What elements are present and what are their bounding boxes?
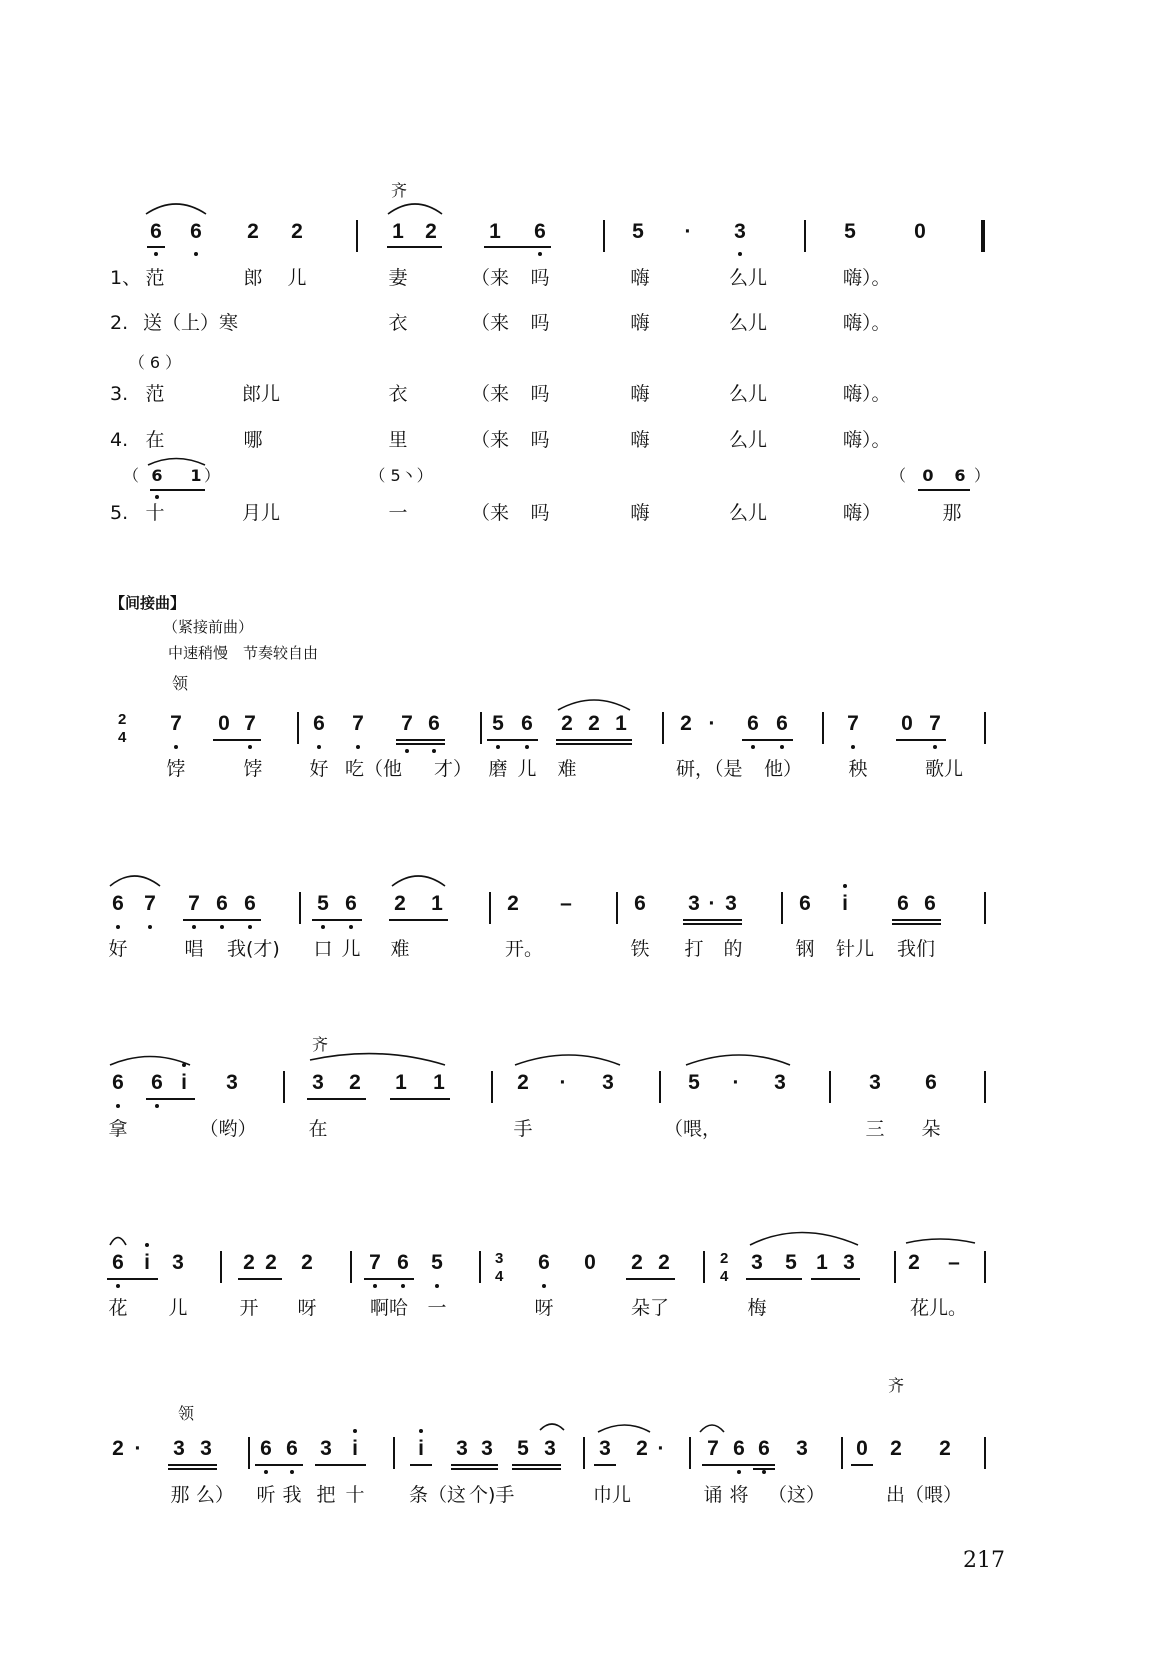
note: 6 bbox=[925, 1071, 937, 1094]
note: 0 bbox=[914, 220, 926, 243]
lyric: 好 bbox=[108, 938, 128, 960]
lead-marker: 领 bbox=[177, 1404, 195, 1423]
note: i bbox=[352, 1437, 358, 1460]
lyric: 研，（是 bbox=[676, 758, 743, 780]
lyric: 吃（他 bbox=[345, 758, 403, 780]
time-signature-num: 3 bbox=[495, 1250, 504, 1267]
lyric: 嗨 bbox=[630, 383, 650, 405]
note: 3 bbox=[688, 892, 700, 915]
variant-paren: ） bbox=[973, 466, 991, 485]
note: 7 bbox=[929, 712, 941, 735]
note: 3 bbox=[869, 1071, 881, 1094]
time-signature-den: 4 bbox=[720, 1268, 729, 1285]
lyric: 儿 bbox=[517, 758, 537, 780]
note: 6 bbox=[244, 892, 256, 915]
lyric: 十 bbox=[345, 1484, 365, 1506]
lyric: 么） bbox=[196, 1484, 235, 1506]
note: 6 bbox=[534, 220, 546, 243]
note: 6 bbox=[286, 1437, 298, 1460]
note: 2 bbox=[588, 712, 600, 735]
variant-paren: （ bbox=[889, 466, 907, 485]
note: 2 bbox=[265, 1251, 277, 1274]
lyric: （这） bbox=[768, 1484, 826, 1506]
lyric: 将 bbox=[729, 1484, 749, 1506]
lyric: 诵 bbox=[703, 1484, 723, 1506]
note: 2 bbox=[394, 892, 406, 915]
lyric: 范 bbox=[145, 267, 165, 289]
note: 2 bbox=[939, 1437, 951, 1460]
note: · bbox=[708, 892, 716, 915]
section-title: 【间接曲】 bbox=[110, 594, 186, 612]
variant-note: 0 bbox=[922, 466, 934, 485]
lyric: 饽 bbox=[166, 758, 186, 780]
note: 7 bbox=[401, 712, 413, 735]
note: 6 bbox=[521, 712, 533, 735]
note: 1 bbox=[489, 220, 501, 243]
lyric: 出（喂） bbox=[886, 1484, 963, 1506]
note: 3 bbox=[456, 1437, 468, 1460]
verse-number: 2. bbox=[110, 312, 129, 334]
note: 6 bbox=[150, 220, 162, 243]
note: 6 bbox=[112, 1071, 124, 1094]
tempo-marking: 中速稍慢 节奏较自由 bbox=[168, 644, 319, 662]
note: 5 bbox=[492, 712, 504, 735]
note: 7 bbox=[707, 1437, 719, 1460]
lyric: 么儿 bbox=[728, 502, 768, 524]
lyric: 郎 bbox=[243, 267, 263, 289]
lyric: 把 bbox=[316, 1484, 336, 1506]
note: 3 bbox=[796, 1437, 808, 1460]
note: 0 bbox=[901, 712, 913, 735]
lyric: 手 bbox=[513, 1118, 533, 1140]
note: 6 bbox=[345, 892, 357, 915]
lyric: 口 bbox=[313, 938, 333, 960]
note: 7 bbox=[352, 712, 364, 735]
variant-paren: ） bbox=[203, 466, 221, 485]
note: 5 bbox=[632, 220, 644, 243]
lyric: （来 bbox=[470, 267, 510, 289]
note: 1 bbox=[392, 220, 404, 243]
lyric: 好 bbox=[309, 758, 329, 780]
unison-marker: 齐 bbox=[311, 1035, 329, 1054]
note: 3 bbox=[599, 1437, 611, 1460]
lyric: 嗨 bbox=[630, 429, 650, 451]
lyric: 才） bbox=[434, 758, 473, 780]
lyric: 郎儿 bbox=[241, 383, 281, 405]
lead-marker: 领 bbox=[171, 674, 189, 693]
note: 7 bbox=[244, 712, 256, 735]
lyric: 儿 bbox=[287, 267, 307, 289]
lyric: 月儿 bbox=[241, 502, 281, 524]
lyric: 一 bbox=[427, 1297, 447, 1319]
note: 6 bbox=[776, 712, 788, 735]
note: 6 bbox=[112, 892, 124, 915]
note: 3 bbox=[725, 892, 737, 915]
lyric: 饽 bbox=[243, 758, 263, 780]
lyric: 哪 bbox=[243, 429, 263, 451]
variant-note: （ 5丶） bbox=[369, 466, 433, 485]
note: 5 bbox=[785, 1251, 797, 1274]
note: 5 bbox=[517, 1437, 529, 1460]
lyric: 条（这 bbox=[409, 1484, 467, 1506]
note: 3 bbox=[172, 1251, 184, 1274]
note: 2 bbox=[291, 220, 303, 243]
lyric: 妻 bbox=[388, 267, 408, 289]
lyric: 嗨 bbox=[630, 267, 650, 289]
lyric: 那 bbox=[170, 1484, 190, 1506]
note: 3 bbox=[774, 1071, 786, 1094]
note: 2 bbox=[243, 1251, 255, 1274]
note: 3 bbox=[751, 1251, 763, 1274]
note: 6 bbox=[397, 1251, 409, 1274]
note: 2 bbox=[517, 1071, 529, 1094]
lyric: 打 bbox=[684, 938, 704, 960]
lyric: 在 bbox=[145, 429, 165, 451]
note: 3 bbox=[734, 220, 746, 243]
note: – bbox=[948, 1251, 960, 1274]
note: 6 bbox=[538, 1251, 550, 1274]
lyric: （来 bbox=[470, 312, 510, 334]
lyric: 范 bbox=[145, 383, 165, 405]
lyric: 吗 bbox=[530, 429, 550, 451]
note: · bbox=[559, 1071, 567, 1094]
lyric: 么儿 bbox=[728, 383, 768, 405]
note: 2 bbox=[561, 712, 573, 735]
time-signature-num: 2 bbox=[118, 711, 127, 728]
lyric: 在 bbox=[308, 1118, 328, 1140]
lyric: 衣 bbox=[388, 312, 408, 334]
lyric: 一 bbox=[388, 502, 408, 524]
note: 2 bbox=[680, 712, 692, 735]
note: 3 bbox=[226, 1071, 238, 1094]
lyric: 难 bbox=[557, 758, 577, 780]
note: 7 bbox=[369, 1251, 381, 1274]
unison-marker: 齐 bbox=[390, 181, 408, 200]
note: 1 bbox=[395, 1071, 407, 1094]
note: 6 bbox=[897, 892, 909, 915]
lyric: （来 bbox=[470, 383, 510, 405]
note: 6 bbox=[260, 1437, 272, 1460]
note: 3 bbox=[843, 1251, 855, 1274]
note: 3 bbox=[312, 1071, 324, 1094]
note: i bbox=[842, 892, 848, 915]
lyric: 我 bbox=[282, 1484, 302, 1506]
lyric: 歌儿 bbox=[925, 758, 964, 780]
lyric: 里 bbox=[388, 429, 408, 451]
note: 6 bbox=[799, 892, 811, 915]
lyric: 呀 bbox=[534, 1297, 554, 1319]
lyric: 朵了 bbox=[630, 1297, 670, 1319]
note: 7 bbox=[847, 712, 859, 735]
verse-number: 3. bbox=[110, 383, 129, 405]
note: 6 bbox=[151, 1071, 163, 1094]
note: 2 bbox=[112, 1437, 124, 1460]
note: 0 bbox=[856, 1437, 868, 1460]
note: 3 bbox=[602, 1071, 614, 1094]
note: 5 bbox=[317, 892, 329, 915]
lyric: 的 bbox=[723, 938, 743, 960]
note: 2 bbox=[636, 1437, 648, 1460]
lyric: 唱 bbox=[184, 938, 204, 960]
variant-note: 6 bbox=[151, 466, 163, 485]
lyric: 嗨）。 bbox=[843, 429, 891, 451]
note: 6 bbox=[758, 1437, 770, 1460]
note: 2 bbox=[908, 1251, 920, 1274]
note: i bbox=[144, 1251, 150, 1274]
lyric: 个)手 bbox=[469, 1484, 515, 1506]
lyric: 梅 bbox=[747, 1297, 767, 1319]
lyric: 钢 bbox=[795, 938, 815, 960]
note: 2 bbox=[301, 1251, 313, 1274]
lyric: 巾儿 bbox=[593, 1484, 632, 1506]
note: 1 bbox=[816, 1251, 828, 1274]
lyric: 呀 bbox=[297, 1297, 317, 1319]
note: · bbox=[657, 1437, 665, 1460]
lyric: 铁 bbox=[630, 938, 650, 960]
lyric: 嗨） bbox=[843, 502, 882, 524]
page-number: 217 bbox=[963, 1548, 1005, 1573]
lyric: 他） bbox=[764, 758, 803, 780]
note: · bbox=[134, 1437, 142, 1460]
note: 5 bbox=[431, 1251, 443, 1274]
note: – bbox=[560, 892, 572, 915]
time-signature-den: 4 bbox=[495, 1268, 504, 1285]
lyric: 么儿 bbox=[728, 429, 768, 451]
lyric: （来 bbox=[470, 429, 510, 451]
lyric: （喂， bbox=[664, 1118, 722, 1140]
lyric: 难 bbox=[390, 938, 410, 960]
note: 1 bbox=[431, 892, 443, 915]
note: 2 bbox=[890, 1437, 902, 1460]
variant-note: 1 bbox=[190, 466, 202, 485]
lyric: 三 bbox=[865, 1118, 885, 1140]
time-signature-den: 4 bbox=[118, 729, 127, 746]
lyric: 开 bbox=[239, 1297, 259, 1319]
note: i bbox=[418, 1437, 424, 1460]
lyric: 开。 bbox=[505, 938, 544, 960]
lyric: 吗 bbox=[530, 312, 550, 334]
lyric: 吗 bbox=[530, 267, 550, 289]
lyric: 嗨）。 bbox=[843, 383, 891, 405]
variant-note: （ 6 ） bbox=[128, 353, 182, 372]
verse-number: 5. bbox=[110, 502, 129, 524]
variant-paren: （ bbox=[122, 466, 140, 485]
lyric: 么儿 bbox=[728, 312, 768, 334]
lyric: 磨 bbox=[488, 758, 508, 780]
lyric: 么儿 bbox=[728, 267, 768, 289]
lyric: 儿 bbox=[168, 1297, 188, 1319]
lyric: 吗 bbox=[530, 383, 550, 405]
lyric: 花儿。 bbox=[910, 1297, 968, 1319]
note: i bbox=[181, 1071, 187, 1094]
note: 3 bbox=[481, 1437, 493, 1460]
note: 2 bbox=[631, 1251, 643, 1274]
lyric: 送（上）寒 bbox=[143, 312, 239, 334]
time-signature-num: 2 bbox=[720, 1250, 729, 1267]
lyric: 拿 bbox=[108, 1118, 128, 1140]
lyric: 我们 bbox=[896, 938, 936, 960]
note: 2 bbox=[507, 892, 519, 915]
note: 2 bbox=[658, 1251, 670, 1274]
lyric: 儿 bbox=[341, 938, 361, 960]
note: 3 bbox=[320, 1437, 332, 1460]
note: 6 bbox=[747, 712, 759, 735]
variant-note: 6 bbox=[954, 466, 966, 485]
note: 5 bbox=[844, 220, 856, 243]
lyric: 朵 bbox=[921, 1118, 941, 1140]
lyric: 十 bbox=[145, 502, 165, 524]
lyric: （哟） bbox=[199, 1118, 257, 1140]
section-subtitle: （紧接前曲） bbox=[163, 618, 254, 636]
note: 0 bbox=[218, 712, 230, 735]
note: · bbox=[684, 220, 692, 243]
note: 6 bbox=[112, 1251, 124, 1274]
note: 3 bbox=[200, 1437, 212, 1460]
lyric: 衣 bbox=[388, 383, 408, 405]
lyric: 花 bbox=[108, 1297, 128, 1319]
note: 6 bbox=[313, 712, 325, 735]
unison-marker: 齐 bbox=[887, 1376, 905, 1395]
lyric: 吗 bbox=[530, 502, 550, 524]
note: 6 bbox=[190, 220, 202, 243]
lyric: 针儿 bbox=[835, 938, 875, 960]
note: 6 bbox=[924, 892, 936, 915]
note: 6 bbox=[733, 1437, 745, 1460]
note: 5 bbox=[688, 1071, 700, 1094]
note: 2 bbox=[349, 1071, 361, 1094]
note: 2 bbox=[425, 220, 437, 243]
note: 6 bbox=[216, 892, 228, 915]
note: 7 bbox=[188, 892, 200, 915]
lyric: （来 bbox=[470, 502, 510, 524]
verse-number: 4. bbox=[110, 429, 129, 451]
lyric: 嗨）。 bbox=[843, 267, 891, 289]
note: 2 bbox=[247, 220, 259, 243]
verse-number: 1、 bbox=[110, 267, 142, 289]
note: · bbox=[732, 1071, 740, 1094]
lyric: 嗨 bbox=[630, 312, 650, 334]
note: 7 bbox=[170, 712, 182, 735]
note: · bbox=[708, 712, 716, 735]
note: 0 bbox=[584, 1251, 596, 1274]
lyric: 啊哈 bbox=[369, 1297, 409, 1319]
note: 6 bbox=[428, 712, 440, 735]
lyric: 我(才) bbox=[227, 938, 280, 960]
note: 1 bbox=[615, 712, 627, 735]
lyric: 秧 bbox=[848, 758, 868, 780]
lyric: 嗨）。 bbox=[843, 312, 891, 334]
note: 6 bbox=[634, 892, 646, 915]
lyric: 那 bbox=[942, 502, 962, 524]
lyric: 嗨 bbox=[630, 502, 650, 524]
note: 7 bbox=[144, 892, 156, 915]
note: 3 bbox=[544, 1437, 556, 1460]
lyric: 听 bbox=[256, 1484, 276, 1506]
note: 3 bbox=[173, 1437, 185, 1460]
note: 1 bbox=[433, 1071, 445, 1094]
